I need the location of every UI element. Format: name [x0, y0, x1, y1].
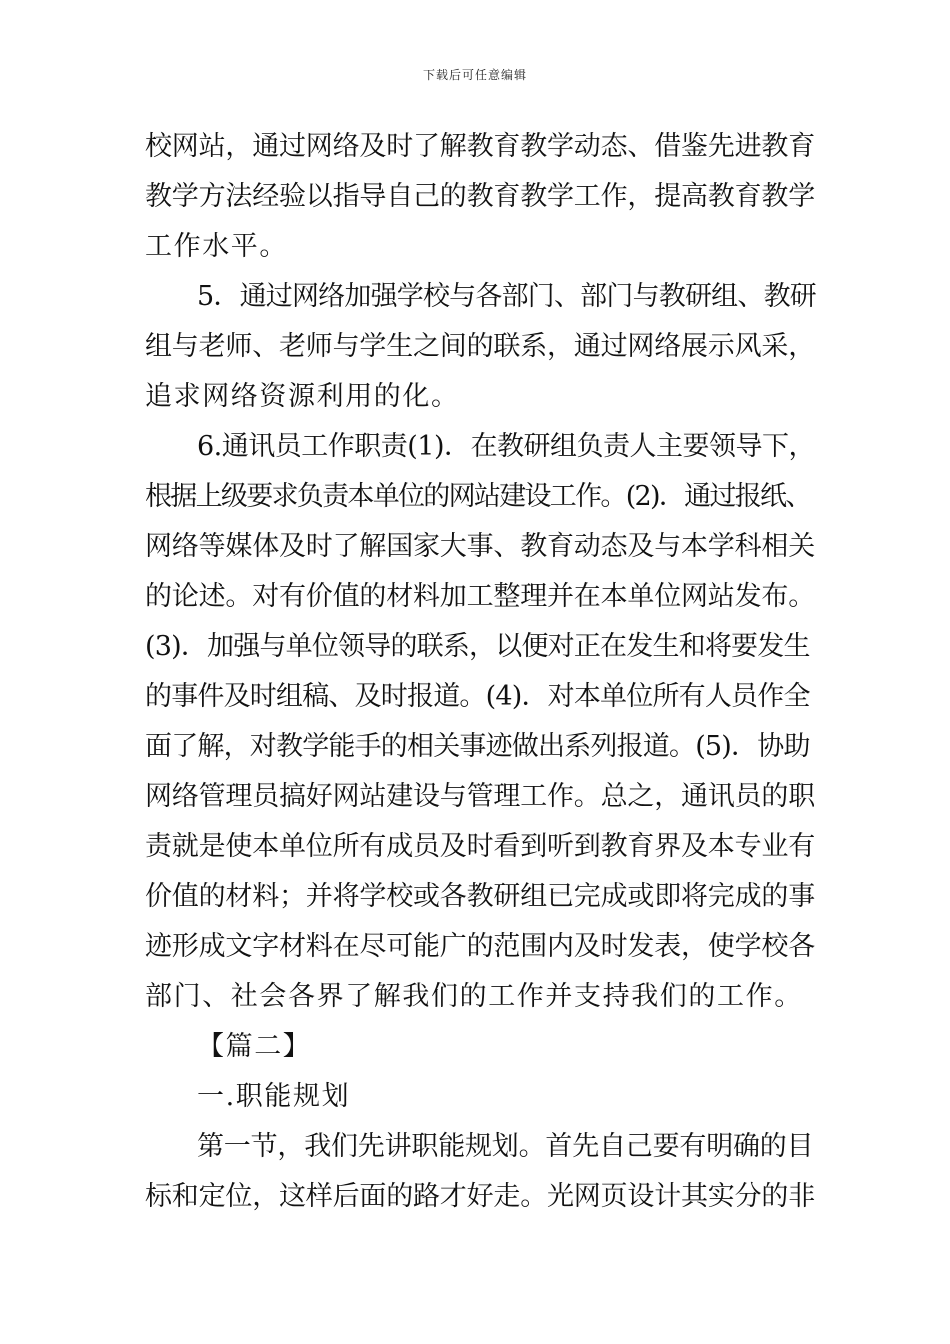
text-line: 价值的材料；并将学校或各教研组已完成或即将完成的事	[145, 881, 815, 912]
text-line: 【篇二】	[197, 1031, 312, 1062]
text-line: 责就是使本单位所有成员及时看到听到教育界及本专业有	[145, 831, 815, 862]
text-line: 校网站，通过网络及时了解教育教学动态、借鉴先进教育	[145, 131, 815, 162]
text-line: 网络等媒体及时了解国家大事、教育动态及与本学科相关	[145, 531, 815, 562]
text-line: 的事件及时组稿、及时报道。(4)．对本单位所有人员作全	[145, 681, 810, 712]
text-line: 网络管理员搞好网站建设与管理工作。总之，通讯员的职	[145, 781, 815, 812]
text-line: (3)．加强与单位领导的联系，以便对正在发生和将要发生	[145, 631, 810, 662]
text-line: 第一节，我们先讲职能规划。首先自己要有明确的目	[197, 1131, 814, 1162]
text-line: 教学方法经验以指导自己的教育教学工作，提高教育教学	[145, 181, 815, 212]
text-line: 组与老师、老师与学生之间的联系，通过网络展示风采，	[145, 331, 815, 362]
text-line: 6.通讯员工作职责(1)．在教研组负责人主要领导下，	[197, 431, 816, 462]
document-body	[145, 122, 815, 1222]
text-line: 根据上级要求负责本单位的网站建设工作。(2)．通过报纸、	[145, 481, 811, 512]
text-line: 迹形成文字材料在尽可能广的范围内及时发表，使学校各	[145, 931, 815, 962]
text-line: 追求网络资源利用的化。	[145, 381, 460, 412]
text-line: 工作水平。	[145, 231, 288, 262]
text-line: 部门、社会各界了解我们的工作并支持我们的工作。	[145, 981, 803, 1012]
text-line: 标和定位，这样后面的路才好走。光网页设计其实分的非	[145, 1181, 815, 1212]
header-note: 下载后可任意编辑	[422, 68, 527, 82]
text-line: 一.职能规划	[197, 1081, 351, 1112]
text-line: 5．通过网络加强学校与各部门、部门与教研组、教研	[197, 281, 816, 312]
text-line: 面了解，对教学能手的相关事迹做出系列报道。(5)．协助	[145, 731, 810, 762]
text-line: 的论述。对有价值的材料加工整理并在本单位网站发布。	[145, 581, 815, 612]
